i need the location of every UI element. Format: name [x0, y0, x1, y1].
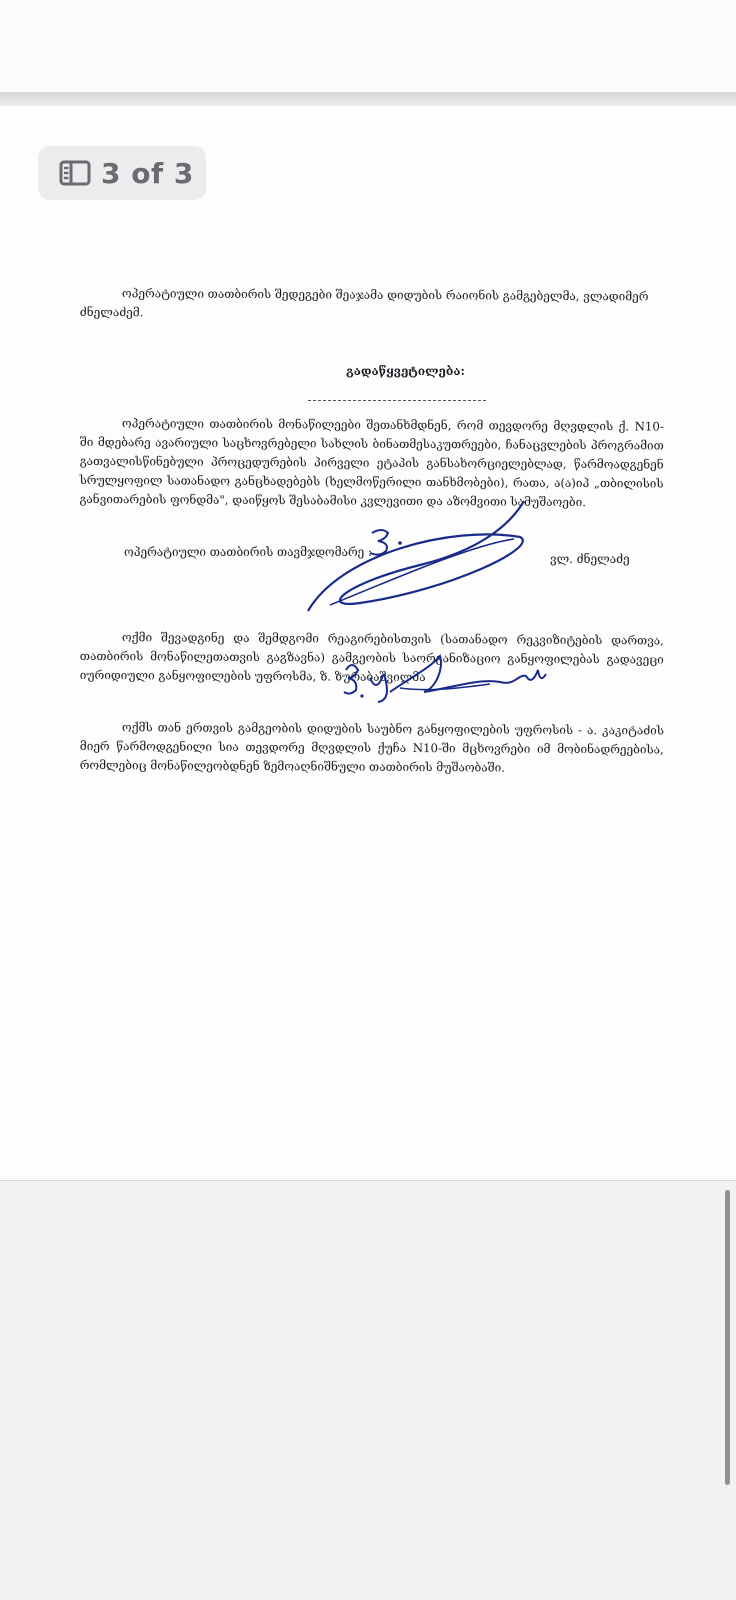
chair-label: ოპერატიული თათბირის თავმჯდომარე : — [124, 545, 373, 559]
page-indicator-label: 3 of 3 — [101, 156, 194, 190]
paragraph-summary-text: ოპერატიული თათბირის შედეგები შეაჯამა დიდუბის რაიონის გამგებელმა, ვლადიმერ ძნელაძემ. — [79, 286, 649, 320]
viewer-top-bar — [0, 0, 736, 93]
sidebar-icon — [59, 160, 91, 186]
paragraph-protocol — [80, 628, 664, 689]
decision-underline — [308, 400, 486, 401]
paragraph-attachment-text: ოქმს თან ერთვის გამგეობის დიდუბის საუბნო განყოფილების უფროსის - ა. კაკიტაძის მიერ წარმოდგენილი სია თევდორე მღვდლის ქუჩა N10-ში მცხოვრები იმ მობინადრეებისა, რომლებიც მონაწილეობდნენ ზემოაღნიშნული თათბირის მუშაობაში. — [79, 720, 664, 775]
decision-heading: გადაწყვეტილება: — [346, 364, 465, 378]
scrollbar[interactable] — [725, 1190, 730, 1485]
page-indicator[interactable] — [38, 146, 206, 200]
paragraph-summary — [80, 284, 664, 326]
paragraph-protocol-text: ოქმი შევადგინე და შემდგომი რეაგირებისთვის (სათანადო რეკვიზიტების დართვა, თათბირის მონაწილეთათვის გაგზავნა) გამგეობის საორგანიზაციო განყოფილებას გადავეცი იურიდიული განყოფილების უფროსმა, ზ. ზურაბაშვილმა — [79, 630, 664, 685]
paragraph-attachment — [80, 718, 664, 779]
paragraph-decision — [79, 414, 664, 513]
chair-name: ვლ. ძნელაძე — [550, 552, 630, 566]
viewer-top-divider — [0, 92, 736, 106]
paragraph-decision-text: ოპერატიული თათბირის მონაწილეები შეთანხმდნენ, რომ თევდორე მღვდლის ქ. N10-ში მდებარე ავარიული საცხოვრებელი სახლის ბინათმესაკუთრეები, ჩანაცვლების პროგრამით გათვალისწინებული პროცედურების პირველი ეტაპის განსახორციელებლად, წარმოადგენენ სრულყოფილ სათანადო განცხადებებს (ხელმოწერილი თანხმობები), რათა, ა(ა)იპ „თბილისის განვითარების ფონდმა", დაიწყოს შესაბამისი კვლევითი და აზომვითი სამუშაოები. — [79, 416, 664, 510]
